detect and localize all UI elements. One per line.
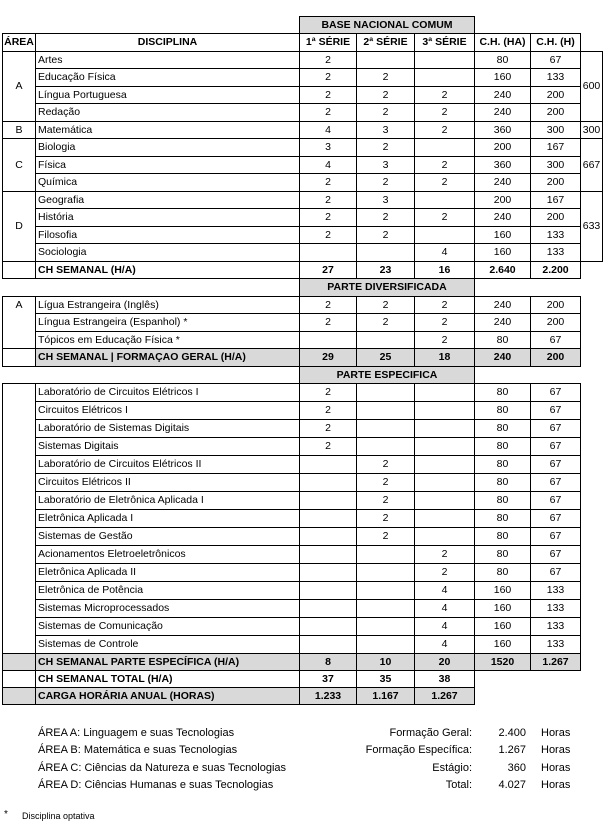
base-row-10-s1: 2 (299, 226, 357, 244)
esp-row-3-s1: 2 (299, 437, 357, 456)
div-row-0-s2: 2 (356, 296, 415, 314)
esp-row-10-discipline: Eletrônica Aplicada II (35, 563, 300, 582)
base-row-10-s2: 2 (356, 226, 415, 244)
esp-row-5-s1 (299, 473, 357, 492)
legend-area-1: ÁREA B: Matemática e suas Tecnologias (38, 744, 238, 756)
base-row-8-s2: 3 (356, 191, 415, 209)
div-row-2-s2 (356, 331, 415, 349)
base-row-3-s3: 2 (414, 103, 475, 122)
base-row-0-s3 (414, 51, 475, 69)
legend-area-0: ÁREA A: Linguagem e suas Tecnologias (38, 727, 235, 739)
esp-row-12-ch-h: 133 (530, 599, 581, 618)
div-total-s3: 18 (414, 348, 475, 367)
esp-row-5-ch-ha: 80 (474, 473, 531, 492)
section-title-base: BASE NACIONAL COMUM (299, 16, 475, 34)
div-total-s1: 29 (299, 348, 357, 367)
base-row-10-ch-ha: 160 (474, 226, 531, 244)
esp-row-14-ch-h: 133 (530, 635, 581, 654)
esp-row-13-ch-h: 133 (530, 617, 581, 636)
esp-total-s2-1: 35 (356, 670, 415, 688)
base-row-2-s1: 2 (299, 86, 357, 104)
base-row-11-ch-h: 133 (530, 243, 581, 262)
base-row-1-s1: 2 (299, 68, 357, 87)
base-row-8-s3 (414, 191, 475, 209)
area-label-D: D (2, 191, 36, 262)
esp-total-s1-0: 8 (299, 653, 357, 671)
esp-row-9-discipline: Acionamentos Eletroeletrônicos (35, 545, 300, 564)
esp-total-s2-0: 10 (356, 653, 415, 671)
esp-row-0-s3 (414, 383, 475, 402)
base-row-9-discipline: História (35, 208, 300, 227)
div-row-1-s1: 2 (299, 313, 357, 332)
esp-row-11-s3: 4 (414, 581, 475, 600)
esp-row-12-s3: 4 (414, 599, 475, 618)
base-row-4-discipline: Matemática (35, 121, 300, 139)
header-ch-ha: C.H. (HA) (474, 33, 531, 52)
legend-summary-value-0: 2.400 (498, 727, 526, 739)
base-row-6-ch-ha: 360 (474, 156, 531, 174)
base-row-2-ch-ha: 240 (474, 86, 531, 104)
base-row-1-ch-ha: 160 (474, 68, 531, 87)
base-row-6-discipline: Física (35, 156, 300, 174)
base-row-0-s2 (356, 51, 415, 69)
base-row-5-ch-ha: 200 (474, 138, 531, 157)
base-row-6-s2: 3 (356, 156, 415, 174)
esp-row-13-s2 (356, 617, 415, 636)
esp-row-10-ch-h: 67 (530, 563, 581, 582)
base-row-11-s3: 4 (414, 243, 475, 262)
esp-row-0-s1: 2 (299, 383, 357, 402)
base-row-11-discipline: Sociologia (35, 243, 300, 262)
esp-row-6-s1 (299, 491, 357, 510)
header-s1: 1ª SÉRIE (299, 33, 357, 52)
esp-total-s3-0: 20 (414, 653, 475, 671)
base-row-0-ch-ha: 80 (474, 51, 531, 69)
esp-row-0-ch-h: 67 (530, 383, 581, 402)
esp-total-area-2 (2, 687, 36, 705)
area-label-A: A (2, 51, 36, 122)
area-total-D: 633 (580, 191, 603, 262)
legend-summary-unit-0: Horas (541, 727, 571, 739)
esp-row-4-s2: 2 (356, 455, 415, 474)
div-row-2-s3: 2 (414, 331, 475, 349)
esp-total-label-1: CH SEMANAL TOTAL (H/A) (35, 670, 300, 688)
base-row-7-s2: 2 (356, 173, 415, 192)
esp-row-4-s3 (414, 455, 475, 474)
esp-total-ch-ha-0: 1520 (474, 653, 531, 671)
base-total-s1: 27 (299, 261, 357, 279)
div-total-ch-h: 200 (530, 348, 581, 367)
area-total-A: 600 (580, 51, 603, 122)
esp-row-11-ch-ha: 160 (474, 581, 531, 600)
section-title-especifica: PARTE ESPECIFICA (299, 366, 475, 384)
esp-row-14-ch-ha: 160 (474, 635, 531, 654)
div-row-1-s3: 2 (414, 313, 475, 332)
base-row-10-s3 (414, 226, 475, 244)
esp-row-7-s1 (299, 509, 357, 528)
base-row-8-ch-h: 167 (530, 191, 581, 209)
area-label-C: C (2, 138, 36, 192)
esp-row-3-discipline: Sistemas Digitais (35, 437, 300, 456)
legend-summary-value-1: 1.267 (498, 744, 526, 756)
base-row-1-discipline: Educação Física (35, 68, 300, 87)
esp-row-7-s2: 2 (356, 509, 415, 528)
base-row-5-s1: 3 (299, 138, 357, 157)
base-total-s3: 16 (414, 261, 475, 279)
esp-row-14-s2 (356, 635, 415, 654)
base-row-3-ch-ha: 240 (474, 103, 531, 122)
legend-summary-value-2: 360 (507, 762, 526, 774)
area-label-B: B (2, 121, 36, 139)
esp-total-label-2: CARGA HORÁRIA ANUAL (HORAS) (35, 687, 300, 705)
esp-row-10-ch-ha: 80 (474, 563, 531, 582)
base-row-9-s3: 2 (414, 208, 475, 227)
legend-summary-value-3: 4.027 (498, 779, 526, 791)
esp-row-8-ch-h: 67 (530, 527, 581, 546)
esp-row-3-s2 (356, 437, 415, 456)
header-s2: 2ª SÉRIE (356, 33, 415, 52)
base-row-2-s2: 2 (356, 86, 415, 104)
esp-row-10-s2 (356, 563, 415, 582)
div-row-2-ch-ha: 80 (474, 331, 531, 349)
base-row-8-ch-ha: 200 (474, 191, 531, 209)
esp-row-0-s2 (356, 383, 415, 402)
base-row-0-discipline: Artes (35, 51, 300, 69)
base-row-0-ch-h: 67 (530, 51, 581, 69)
base-total-area (2, 261, 36, 279)
esp-row-14-discipline: Sistemas de Controle (35, 635, 300, 654)
esp-total-area-0 (2, 653, 36, 671)
header-discipline: DISCIPLINA (35, 33, 300, 52)
footnote-mark: * (4, 809, 8, 820)
base-row-6-ch-h: 300 (530, 156, 581, 174)
base-row-11-s2 (356, 243, 415, 262)
base-row-10-discipline: Filosofia (35, 226, 300, 244)
base-row-7-s3: 2 (414, 173, 475, 192)
esp-area-empty (2, 383, 36, 654)
div-row-2-ch-h: 67 (530, 331, 581, 349)
esp-row-11-ch-h: 133 (530, 581, 581, 600)
base-row-9-s1: 2 (299, 208, 357, 227)
base-row-1-ch-h: 133 (530, 68, 581, 87)
base-row-8-discipline: Geografia (35, 191, 300, 209)
base-row-1-s2: 2 (356, 68, 415, 87)
base-row-5-ch-h: 167 (530, 138, 581, 157)
esp-row-12-s1 (299, 599, 357, 618)
base-total-s2: 23 (356, 261, 415, 279)
base-row-8-s1: 2 (299, 191, 357, 209)
esp-row-0-ch-ha: 80 (474, 383, 531, 402)
esp-row-6-ch-ha: 80 (474, 491, 531, 510)
base-row-6-s1: 4 (299, 156, 357, 174)
area-total-C: 667 (580, 138, 603, 192)
header-s3: 3ª SÉRIE (414, 33, 475, 52)
esp-row-5-ch-h: 67 (530, 473, 581, 492)
base-row-2-ch-h: 200 (530, 86, 581, 104)
esp-row-2-ch-h: 67 (530, 419, 581, 438)
esp-row-9-ch-ha: 80 (474, 545, 531, 564)
base-total-discipline: CH SEMANAL (H/A) (35, 261, 300, 279)
esp-row-11-s2 (356, 581, 415, 600)
esp-row-12-discipline: Sistemas Microprocessados (35, 599, 300, 618)
div-row-0-discipline: Lígua Estrangeira (Inglês) (35, 296, 300, 314)
esp-row-2-discipline: Laboratório de Sistemas Digitais (35, 419, 300, 438)
base-row-2-s3: 2 (414, 86, 475, 104)
esp-row-11-s1 (299, 581, 357, 600)
esp-total-label-0: CH SEMANAL PARTE ESPECÍFICA (H/A) (35, 653, 300, 671)
div-total-discipline: CH SEMANAL | FORMAÇAO GERAL (H/A) (35, 348, 300, 367)
esp-row-8-s2: 2 (356, 527, 415, 546)
esp-row-13-s3: 4 (414, 617, 475, 636)
div-row-0-s3: 2 (414, 296, 475, 314)
section-title-diversificada: PARTE DIVERSIFICADA (299, 278, 475, 297)
base-row-4-s2: 3 (356, 121, 415, 139)
esp-row-6-s3 (414, 491, 475, 510)
esp-row-6-discipline: Laboratório de Eletrônica Aplicada I (35, 491, 300, 510)
legend-area-3: ÁREA D: Ciências Humanas e suas Tecnologias (38, 779, 274, 791)
esp-row-9-s2 (356, 545, 415, 564)
div-total-s2: 25 (356, 348, 415, 367)
area-total-B: 300 (580, 121, 603, 139)
esp-row-7-ch-h: 67 (530, 509, 581, 528)
base-row-6-s3: 2 (414, 156, 475, 174)
base-row-7-ch-ha: 240 (474, 173, 531, 192)
base-row-11-ch-ha: 160 (474, 243, 531, 262)
esp-total-s3-2: 1.267 (414, 687, 475, 705)
legend-summary-label-3: Total: (445, 779, 472, 791)
base-row-11-s1 (299, 243, 357, 262)
esp-row-8-s3 (414, 527, 475, 546)
div-row-1-ch-ha: 240 (474, 313, 531, 332)
esp-total-s1-1: 37 (299, 670, 357, 688)
esp-row-9-s3: 2 (414, 545, 475, 564)
esp-row-13-s1 (299, 617, 357, 636)
legend-summary-label-1: Formação Específica: (365, 744, 472, 756)
esp-row-4-ch-ha: 80 (474, 455, 531, 474)
esp-row-1-ch-ha: 80 (474, 401, 531, 420)
esp-row-4-ch-h: 67 (530, 455, 581, 474)
esp-row-14-s1 (299, 635, 357, 654)
esp-total-ch-h-0: 1.267 (530, 653, 581, 671)
esp-row-7-s3 (414, 509, 475, 528)
esp-row-1-s2 (356, 401, 415, 420)
div-row-0-ch-ha: 240 (474, 296, 531, 314)
esp-row-6-s2: 2 (356, 491, 415, 510)
esp-row-5-discipline: Circuitos Elétricos II (35, 473, 300, 492)
base-row-2-discipline: Língua Portuguesa (35, 86, 300, 104)
base-row-7-s1: 2 (299, 173, 357, 192)
esp-row-13-discipline: Sistemas de Comunicação (35, 617, 300, 636)
base-total-ch-ha: 2.640 (474, 261, 531, 279)
base-row-4-ch-ha: 360 (474, 121, 531, 139)
footnote-text: Disciplina optativa (22, 811, 95, 821)
esp-row-2-s3 (414, 419, 475, 438)
legend-summary-label-2: Estágio: (432, 762, 472, 774)
esp-row-9-s1 (299, 545, 357, 564)
esp-row-2-ch-ha: 80 (474, 419, 531, 438)
esp-row-1-s3 (414, 401, 475, 420)
esp-row-14-s3: 4 (414, 635, 475, 654)
esp-row-2-s2 (356, 419, 415, 438)
esp-row-6-ch-h: 67 (530, 491, 581, 510)
div-row-2-discipline: Tópicos em Educação Física * (35, 331, 300, 349)
esp-row-1-s1: 2 (299, 401, 357, 420)
base-row-4-s1: 4 (299, 121, 357, 139)
base-row-9-ch-h: 200 (530, 208, 581, 227)
header-area: ÁREA (2, 33, 36, 52)
esp-total-s3-1: 38 (414, 670, 475, 688)
base-row-1-s3 (414, 68, 475, 87)
esp-row-3-ch-ha: 80 (474, 437, 531, 456)
legend-summary-unit-2: Horas (541, 762, 571, 774)
base-row-7-discipline: Química (35, 173, 300, 192)
esp-row-4-s1 (299, 455, 357, 474)
div-row-1-ch-h: 200 (530, 313, 581, 332)
div-row-1-discipline: Língua Estrangeira (Espanhol) * (35, 313, 300, 332)
esp-row-1-ch-h: 67 (530, 401, 581, 420)
esp-row-7-discipline: Eletrônica Aplicada I (35, 509, 300, 528)
div-area-label: A (2, 296, 36, 314)
div-total-area (2, 348, 36, 367)
esp-row-8-s1 (299, 527, 357, 546)
esp-row-5-s2: 2 (356, 473, 415, 492)
esp-row-3-s3 (414, 437, 475, 456)
base-row-4-s3: 2 (414, 121, 475, 139)
esp-row-11-discipline: Eletrônica de Potência (35, 581, 300, 600)
esp-row-10-s1 (299, 563, 357, 582)
div-row-1-s2: 2 (356, 313, 415, 332)
esp-row-3-ch-h: 67 (530, 437, 581, 456)
esp-row-8-discipline: Sistemas de Gestão (35, 527, 300, 546)
base-row-3-discipline: Redação (35, 103, 300, 122)
esp-row-2-s1: 2 (299, 419, 357, 438)
esp-row-10-s3: 2 (414, 563, 475, 582)
base-row-9-ch-ha: 240 (474, 208, 531, 227)
base-row-0-s1: 2 (299, 51, 357, 69)
esp-total-s1-2: 1.233 (299, 687, 357, 705)
base-row-3-ch-h: 200 (530, 103, 581, 122)
esp-row-0-discipline: Laboratório de Circuitos Elétricos I (35, 383, 300, 402)
esp-row-8-ch-ha: 80 (474, 527, 531, 546)
esp-row-13-ch-ha: 160 (474, 617, 531, 636)
legend-summary-unit-3: Horas (541, 779, 571, 791)
esp-row-12-s2 (356, 599, 415, 618)
esp-row-5-s3 (414, 473, 475, 492)
esp-total-area-1 (2, 670, 36, 688)
esp-row-4-discipline: Laboratório de Circuitos Elétricos II (35, 455, 300, 474)
esp-row-7-ch-ha: 80 (474, 509, 531, 528)
base-total-ch-h: 2.200 (530, 261, 581, 279)
div-row-2-s1 (299, 331, 357, 349)
base-row-3-s1: 2 (299, 103, 357, 122)
base-row-5-discipline: Biologia (35, 138, 300, 157)
div-row-0-ch-h: 200 (530, 296, 581, 314)
base-row-9-s2: 2 (356, 208, 415, 227)
base-row-5-s2: 2 (356, 138, 415, 157)
div-area-empty (2, 313, 36, 349)
base-row-4-ch-h: 300 (530, 121, 581, 139)
div-total-ch-ha: 240 (474, 348, 531, 367)
esp-row-1-discipline: Circuitos Elétricos I (35, 401, 300, 420)
legend-summary-unit-1: Horas (541, 744, 571, 756)
base-row-5-s3 (414, 138, 475, 157)
esp-total-s2-2: 1.167 (356, 687, 415, 705)
legend-summary-label-0: Formação Geral: (389, 727, 472, 739)
legend-area-2: ÁREA C: Ciências da Natureza e suas Tecnologias (38, 762, 287, 774)
esp-row-12-ch-ha: 160 (474, 599, 531, 618)
esp-row-9-ch-h: 67 (530, 545, 581, 564)
div-row-0-s1: 2 (299, 296, 357, 314)
base-row-3-s2: 2 (356, 103, 415, 122)
header-ch-h: C.H. (H) (530, 33, 581, 52)
base-row-7-ch-h: 200 (530, 173, 581, 192)
base-row-10-ch-h: 133 (530, 226, 581, 244)
